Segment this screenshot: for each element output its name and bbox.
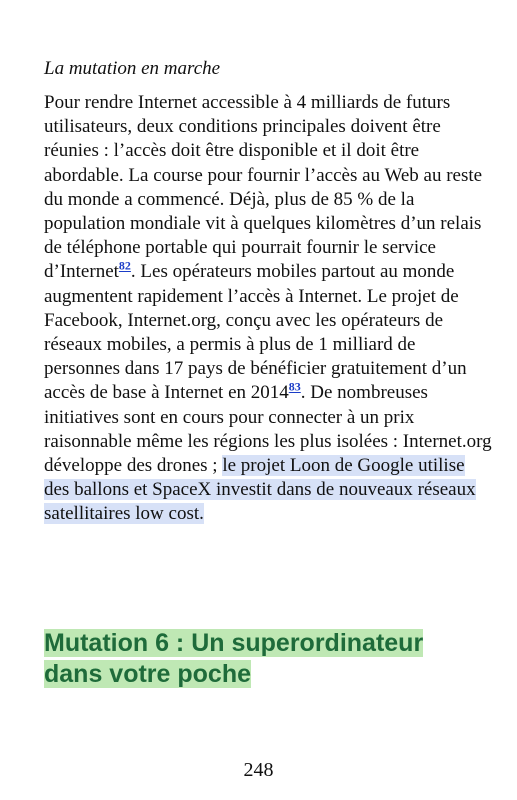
section-subtitle: La mutation en marche [44,58,221,79]
paragraph-text-1: Pour rendre Internet accessible à 4 milliards de futurs utilisateurs, deux conditions principales doivent être réunies : l’accès doit être disponible et il doit être abordable. La course pour fournir l’accès au Web au reste du monde a commencé. Déjà, plus de 85 % de la population mondiale vit à quelques kilomètres d’un relais de téléphone portable qui pourrait fournir le service d’Internet [44,92,483,283]
footnote-link-83[interactable]: 83 [288,380,301,395]
chapter-heading [44,628,484,690]
page-content [44,57,494,527]
body-paragraph [44,91,494,527]
paragraph-text-2: . Les opérateurs mobiles partout au monde augmentent rapidement l’accès à Internet. Le projet de Facebook, Internet.org, conçu avec les opérateurs de réseaux mobiles, a permis à plus de 1 milliard de personnes dans 17 pays de bénéficier gratuitement d’un accès de base à Internet en 2014 [44,261,467,404]
paragraph-text-3: . De nombreuses initiatives sont en cours pour connecter à un prix raisonnable même les régions les plus isolées : Internet.org développe des drones ; [44,382,492,477]
highlighted-text[interactable]: le projet Loon de Google utilise des ballons et SpaceX investit dans de nouveaux réseaux satellitaires low cost. [44,455,476,525]
page-number: 248 [243,759,274,781]
chapter-heading-highlight[interactable]: Mutation 6 : Un superordinateur dans votre poche [44,629,424,688]
footnote-link-82[interactable]: 82 [118,259,131,274]
